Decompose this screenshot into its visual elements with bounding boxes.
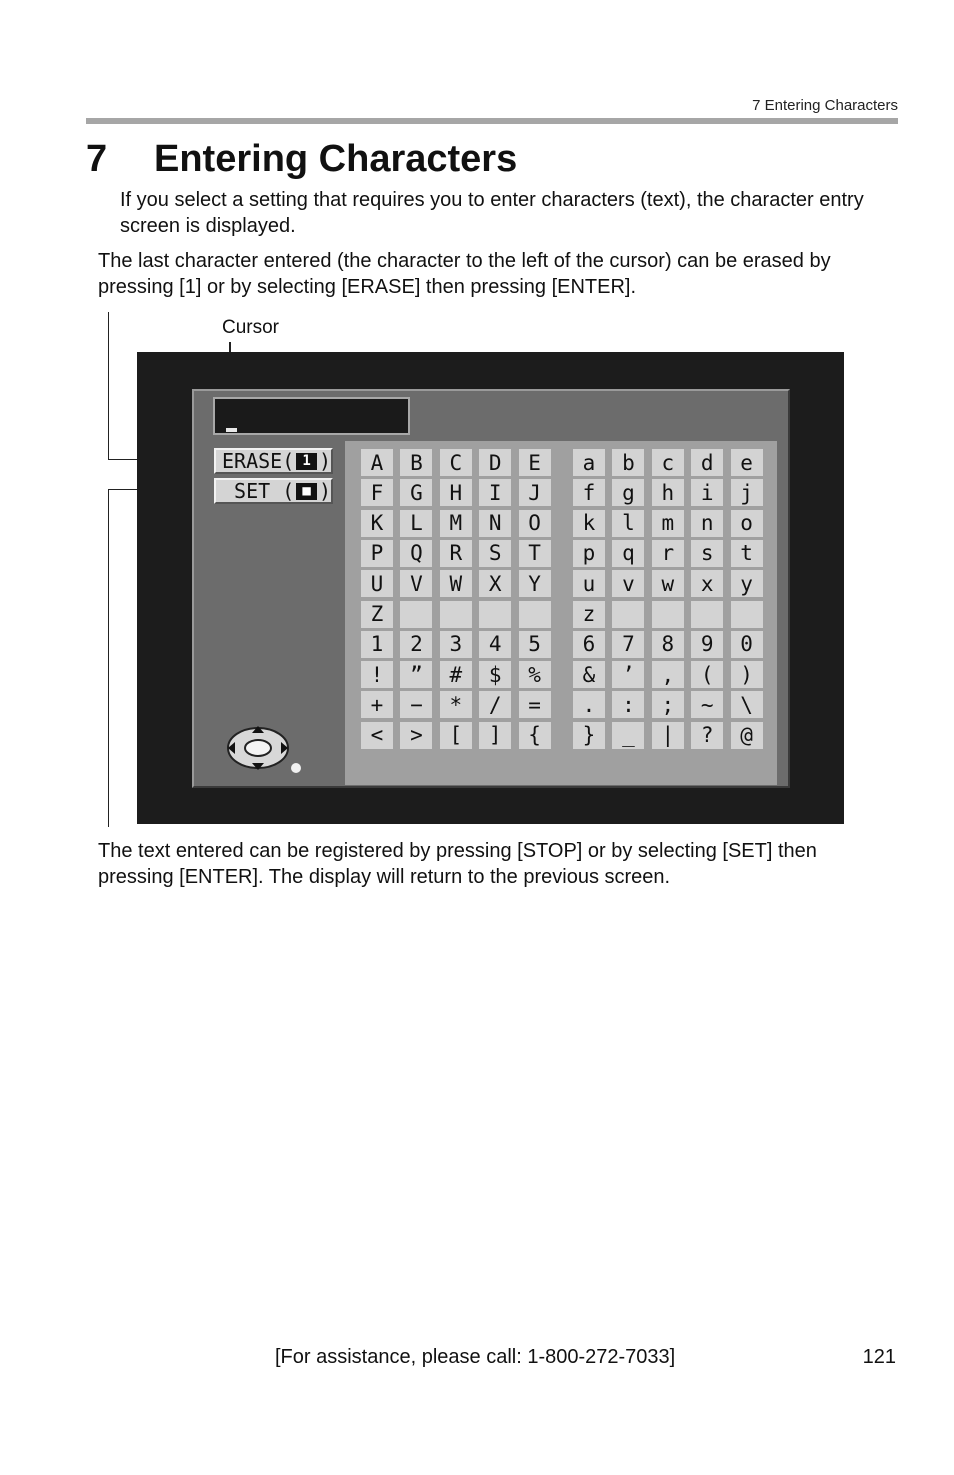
- lower-char-key[interactable]: v: [612, 570, 644, 597]
- upper-char-key[interactable]: M: [440, 510, 472, 537]
- lower-char-key[interactable]: ): [731, 661, 763, 688]
- lower-char-key[interactable]: [691, 601, 723, 628]
- upper-char-key[interactable]: !: [361, 661, 393, 688]
- upper-char-key[interactable]: F: [361, 479, 393, 506]
- erase-key-icon: 1: [296, 453, 317, 470]
- upper-char-key[interactable]: X: [479, 570, 511, 597]
- lower-char-key[interactable]: q: [612, 540, 644, 567]
- upper-char-key[interactable]: W: [440, 570, 472, 597]
- assistance-footer: [For assistance, please call: 1-800-272-7033]: [275, 1346, 676, 1368]
- upper-char-key[interactable]: $: [479, 661, 511, 688]
- upper-char-key[interactable]: +: [361, 691, 393, 718]
- lower-char-key[interactable]: @: [731, 722, 763, 749]
- upper-char-key[interactable]: G: [400, 479, 432, 506]
- lower-char-key[interactable]: f: [573, 479, 605, 506]
- upper-char-key[interactable]: U: [361, 570, 393, 597]
- upper-char-key[interactable]: B: [400, 449, 432, 476]
- set-button[interactable]: [214, 478, 333, 504]
- upper-char-key[interactable]: H: [440, 479, 472, 506]
- upper-char-key[interactable]: %: [519, 661, 551, 688]
- lower-char-key[interactable]: ;: [652, 691, 684, 718]
- chapter-title: Entering Characters: [154, 138, 518, 180]
- upper-char-key[interactable]: {: [519, 722, 551, 749]
- upper-char-key[interactable]: 4: [479, 631, 511, 658]
- upper-char-key[interactable]: T: [519, 540, 551, 567]
- upper-char-key[interactable]: [440, 601, 472, 628]
- erase-button-label: ERASE(: [222, 449, 295, 473]
- upper-char-key[interactable]: 5: [519, 631, 551, 658]
- lower-char-key[interactable]: 8: [652, 631, 684, 658]
- lower-char-key[interactable]: .: [573, 691, 605, 718]
- upper-char-key[interactable]: R: [440, 540, 472, 567]
- lower-char-key[interactable]: ’: [612, 661, 644, 688]
- lower-char-key[interactable]: d: [691, 449, 723, 476]
- lower-char-key[interactable]: o: [731, 510, 763, 537]
- lower-char-key[interactable]: z: [573, 601, 605, 628]
- cursor-callout-label: Cursor: [222, 317, 280, 338]
- lower-char-key[interactable]: [612, 601, 644, 628]
- stop-key-icon: ■: [296, 483, 317, 500]
- lower-char-key[interactable]: |: [652, 722, 684, 749]
- lower-char-key[interactable]: w: [652, 570, 684, 597]
- lower-char-key[interactable]: 9: [691, 631, 723, 658]
- upper-char-key[interactable]: V: [400, 570, 432, 597]
- upper-char-key[interactable]: 2: [400, 631, 432, 658]
- upper-char-key[interactable]: 1: [361, 631, 393, 658]
- running-head: 7 Entering Characters: [752, 97, 898, 114]
- lower-char-key[interactable]: _: [612, 722, 644, 749]
- header-rule: [86, 118, 898, 124]
- set-close-paren: ): [318, 479, 331, 503]
- lower-char-key[interactable]: k: [573, 510, 605, 537]
- set-note: The text entered can be registered by pressing [STOP] or by selecting [SET] then pressing [ENTER]. The display will return to the previous screen.: [98, 840, 817, 888]
- lower-char-key[interactable]: e: [731, 449, 763, 476]
- lower-char-key[interactable]: l: [612, 510, 644, 537]
- lower-char-key[interactable]: (: [691, 661, 723, 688]
- upper-char-key[interactable]: [519, 601, 551, 628]
- set-leader-vertical: [108, 489, 109, 827]
- upper-char-key[interactable]: E: [519, 449, 551, 476]
- upper-char-key[interactable]: K: [361, 510, 393, 537]
- lower-char-key[interactable]: t: [731, 540, 763, 567]
- upper-char-key[interactable]: [400, 601, 432, 628]
- upper-char-key[interactable]: C: [440, 449, 472, 476]
- lower-char-key[interactable]: &: [573, 661, 605, 688]
- lower-char-key[interactable]: }: [573, 722, 605, 749]
- upper-char-key[interactable]: >: [400, 722, 432, 749]
- upper-char-key[interactable]: Q: [400, 540, 432, 567]
- lower-char-key[interactable]: j: [731, 479, 763, 506]
- upper-char-key[interactable]: O: [519, 510, 551, 537]
- chapter-number: 7: [86, 138, 108, 180]
- upper-char-key[interactable]: <: [361, 722, 393, 749]
- upper-char-key[interactable]: L: [400, 510, 432, 537]
- upper-char-key[interactable]: *: [440, 691, 472, 718]
- lower-char-key[interactable]: ,: [652, 661, 684, 688]
- upper-char-key[interactable]: J: [519, 479, 551, 506]
- text-entry-field[interactable]: [213, 397, 410, 435]
- upper-char-key[interactable]: −: [400, 691, 432, 718]
- navigation-pad-icon: [222, 722, 302, 774]
- lower-char-key[interactable]: r: [652, 540, 684, 567]
- erase-leader-vertical: [108, 312, 109, 460]
- upper-char-key[interactable]: Y: [519, 570, 551, 597]
- upper-char-key[interactable]: N: [479, 510, 511, 537]
- upper-char-key[interactable]: I: [479, 479, 511, 506]
- upper-char-key[interactable]: ]: [479, 722, 511, 749]
- lower-char-key[interactable]: ?: [691, 722, 723, 749]
- lower-char-key[interactable]: \: [731, 691, 763, 718]
- lower-char-key[interactable]: [731, 601, 763, 628]
- upper-char-key[interactable]: S: [479, 540, 511, 567]
- upper-char-key[interactable]: =: [519, 691, 551, 718]
- lower-char-key[interactable]: g: [612, 479, 644, 506]
- upper-char-key[interactable]: 3: [440, 631, 472, 658]
- lower-char-key[interactable]: n: [691, 510, 723, 537]
- lower-char-key[interactable]: p: [573, 540, 605, 567]
- page-number: 121: [862, 1346, 896, 1368]
- erase-button[interactable]: [214, 448, 333, 474]
- set-button-label: SET (: [222, 479, 295, 503]
- lower-char-key[interactable]: m: [652, 510, 684, 537]
- erase-close-paren: ): [318, 449, 331, 473]
- intro-paragraph: If you select a setting that requires you to enter characters (text), the character entry screen is displayed.: [120, 189, 864, 237]
- lower-char-key[interactable]: :: [612, 691, 644, 718]
- lower-char-key[interactable]: s: [691, 540, 723, 567]
- lower-char-key[interactable]: [652, 601, 684, 628]
- lower-char-key[interactable]: y: [731, 570, 763, 597]
- lower-char-key[interactable]: 7: [612, 631, 644, 658]
- lower-char-key[interactable]: b: [612, 449, 644, 476]
- upper-char-key[interactable]: [: [440, 722, 472, 749]
- text-cursor: [226, 428, 237, 432]
- upper-char-key[interactable]: D: [479, 449, 511, 476]
- lower-char-key[interactable]: 6: [573, 631, 605, 658]
- erase-note: The last character entered (the character to the left of the cursor) can be erased by pressing [1] or by selecting [ERASE] then pressing [ENTER].: [98, 250, 831, 298]
- lower-char-key[interactable]: ~: [691, 691, 723, 718]
- lower-char-key[interactable]: h: [652, 479, 684, 506]
- lower-char-key[interactable]: 0: [731, 631, 763, 658]
- lower-char-key[interactable]: c: [652, 449, 684, 476]
- upper-char-key[interactable]: Z: [361, 601, 393, 628]
- upper-char-key[interactable]: #: [440, 661, 472, 688]
- upper-char-key[interactable]: /: [479, 691, 511, 718]
- lower-char-key[interactable]: i: [691, 479, 723, 506]
- upper-char-key[interactable]: P: [361, 540, 393, 567]
- upper-char-key[interactable]: ”: [400, 661, 432, 688]
- upper-char-key[interactable]: [479, 601, 511, 628]
- lower-char-key[interactable]: x: [691, 570, 723, 597]
- lower-char-key[interactable]: a: [573, 449, 605, 476]
- lower-char-key[interactable]: u: [573, 570, 605, 597]
- upper-char-key[interactable]: A: [361, 449, 393, 476]
